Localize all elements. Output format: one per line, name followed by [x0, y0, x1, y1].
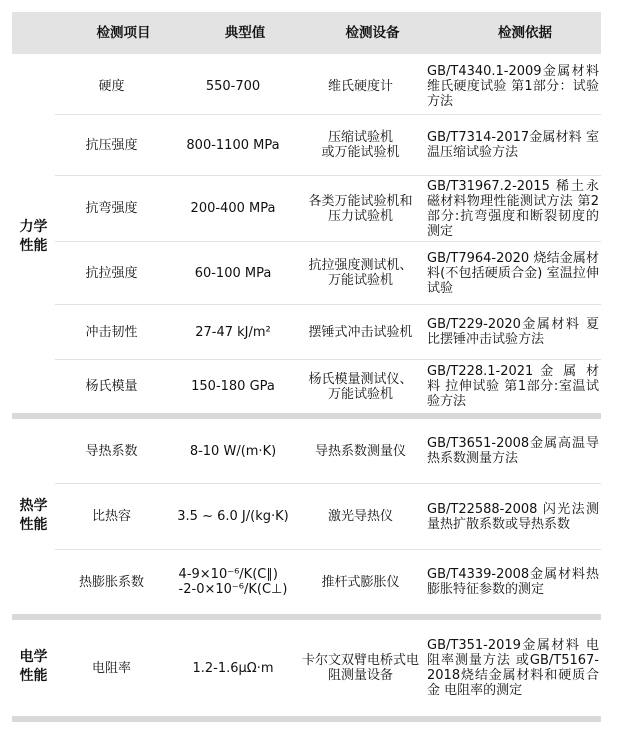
- table-row-item: 导热系数: [85, 443, 138, 459]
- value-text: 8-10 W/(m·K): [189, 443, 277, 459]
- table-row-basis: [425, 360, 601, 413]
- header-item: 检测项目: [96, 25, 151, 41]
- device-text: 杨氏模量测试仪、 万能试验机: [308, 371, 413, 402]
- device-text: 激光导热仪: [327, 509, 393, 524]
- device-text: 卡尔文双臂电桥式电 阻测量设备: [301, 653, 419, 683]
- table-row-device: [298, 176, 423, 241]
- basis-text: GB/T7314-2017金属材料 室温压缩试验方法: [427, 130, 599, 160]
- value-text: 200-400 MPa: [190, 201, 276, 216]
- basis-text: GB/T351-2019金属材料 电阻率测量方法 或GB/T5167-2018烧结金属材料和硬质合金 电阻率的测定: [427, 638, 599, 698]
- device-text: 各类万能试验机和 压力试验机: [308, 193, 413, 224]
- device-text: 推杆式膨胀仪: [321, 574, 400, 590]
- category-electrical: 电学 性能: [19, 649, 48, 684]
- table-row-device: [298, 360, 423, 413]
- table-row-item: 抗压强度: [85, 137, 138, 153]
- table-row-device: [298, 58, 423, 114]
- value-text: 3.5 ~ 6.0 J/(kg·K): [177, 509, 289, 524]
- table-row-item: 硬度: [98, 78, 125, 94]
- device-text: 导热系数测量仪: [314, 443, 406, 459]
- table-row-device: [298, 115, 423, 175]
- value-text: 150-180 GPa: [191, 379, 275, 394]
- table-row-value: [168, 115, 298, 175]
- table-row-basis: [425, 305, 601, 359]
- table-row-item: 热膨胀系数: [78, 574, 144, 590]
- table-row-value: [168, 550, 298, 614]
- table-row-device: [298, 550, 423, 614]
- header-device: 检测设备: [345, 25, 400, 41]
- header-basis: 检测依据: [498, 25, 552, 41]
- basis-text: GB/T229-2020金属材料 夏比摆锤冲击试验方法: [427, 317, 599, 347]
- table-row-item: 电阻率: [91, 660, 131, 676]
- table-row-device: [298, 242, 423, 304]
- table-row-device: [298, 419, 423, 483]
- table-row-basis: [425, 176, 601, 241]
- table-row-basis: [425, 58, 601, 114]
- section-divider: [12, 716, 601, 722]
- table-row-basis: [425, 419, 601, 483]
- device-text: 抗拉强度测试机、 万能试验机: [308, 258, 413, 288]
- basis-text: GB/T22588-2008 闪光法测量热扩散系数或导热系数: [427, 501, 599, 532]
- device-text: 维氏硬度计: [327, 78, 393, 94]
- value-text: 27-47 kJ/m²: [195, 324, 271, 340]
- table-row-item: 比热容: [91, 509, 131, 524]
- basis-text: GB/T228.1-2021 金 属 材 料 拉伸试验 第1部分:室温试验方法: [427, 364, 599, 409]
- table-row-value: [168, 620, 298, 716]
- value-text: 550-700: [205, 78, 261, 94]
- table-row-value: [168, 305, 298, 359]
- table-row-value: [168, 242, 298, 304]
- table-row-basis: [425, 242, 601, 304]
- table-row-basis: [425, 620, 601, 716]
- header-value: 典型值: [224, 25, 266, 41]
- table-row-item: 抗弯强度: [85, 201, 138, 216]
- basis-text: GB/T7964-2020 烧结金属材料(不包括硬质合金) 室温拉伸试验: [427, 250, 599, 296]
- table-row-basis: [425, 550, 601, 614]
- table-row-item: 抗拉强度: [85, 265, 138, 281]
- table-row-basis: [425, 115, 601, 175]
- value-text: 800-1100 MPa: [186, 137, 280, 153]
- category-mechanical: 力学 性能: [19, 219, 48, 254]
- table-row-value: [168, 484, 298, 549]
- table-row-item: 杨氏模量: [85, 379, 138, 394]
- value-text: 4-9×10⁻⁶/K(C∥) -2-0×10⁻⁶/K(C⊥): [178, 567, 288, 597]
- table-row-basis: [425, 484, 601, 549]
- table-row-device: [298, 305, 423, 359]
- value-text: 1.2-1.6μΩ·m: [192, 660, 274, 676]
- value-text: 60-100 MPa: [194, 265, 272, 281]
- table-row-device: [298, 484, 423, 549]
- table-row-value: [168, 58, 298, 114]
- table-row-value: [168, 176, 298, 241]
- basis-text: GB/T4340.1-2009金属材料 维氏硬度试验 第1部分：试验方法: [427, 63, 599, 109]
- device-text: 摆锤式冲击试验机: [308, 324, 413, 340]
- basis-text: GB/T31967.2-2015 稀土永磁材料物理性能测试方法 第2部分:抗弯强度和断裂韧度的测定: [427, 178, 599, 239]
- device-text: 压缩试验机 或万能试验机: [321, 130, 400, 160]
- category-thermal: 热学 性能: [19, 498, 48, 533]
- table-row-item: 冲击韧性: [85, 324, 138, 340]
- table-header: [12, 12, 601, 54]
- basis-text: GB/T4339-2008金属材料热膨胀特征参数的测定: [427, 567, 599, 597]
- basis-text: GB/T3651-2008金属高温导热系数测量方法: [427, 436, 599, 466]
- table-row-device: [298, 620, 423, 716]
- table-row-value: [168, 360, 298, 413]
- table-row-value: [168, 419, 298, 483]
